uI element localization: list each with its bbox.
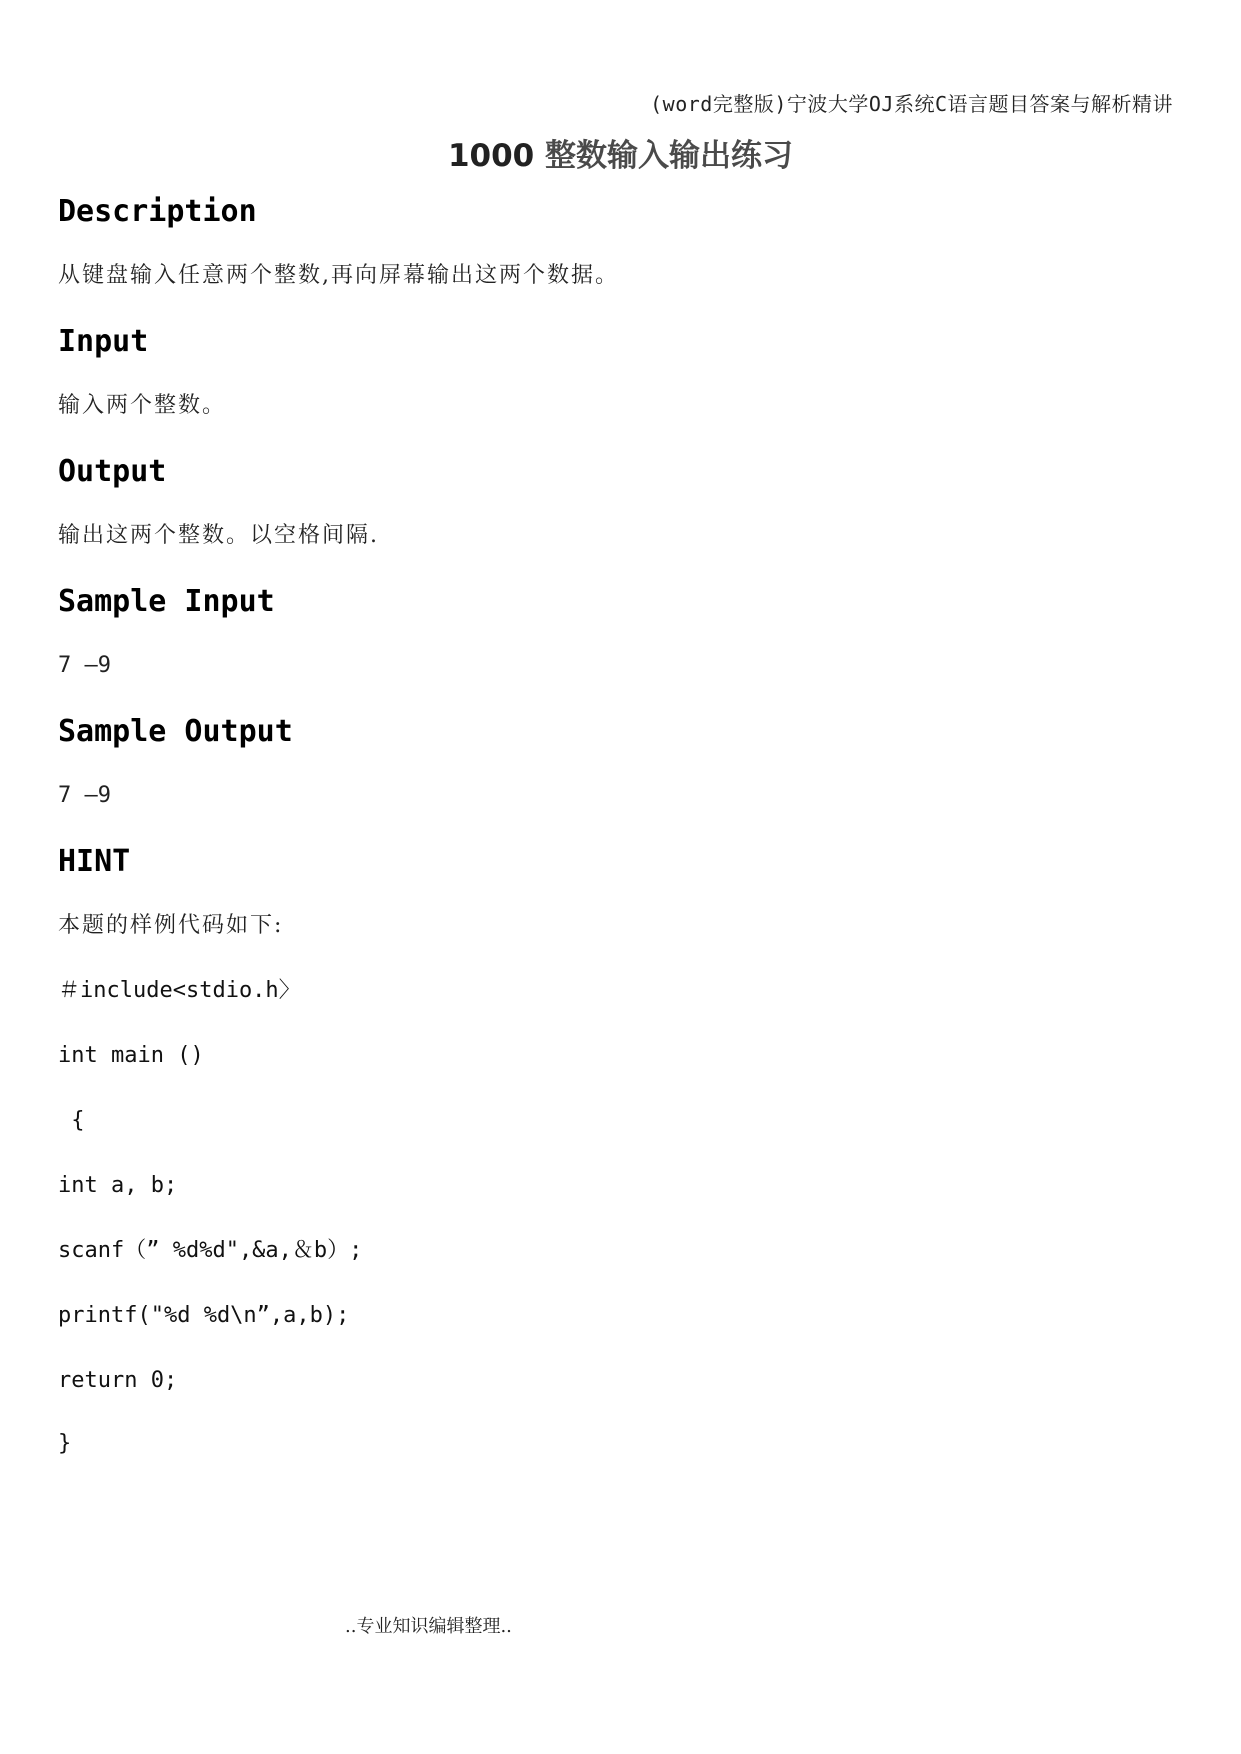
- section-description: [58, 192, 1181, 232]
- sample-output-heading: Sample Output: [58, 714, 293, 749]
- code-line: printf("%d %d\n”,a,b);: [58, 1303, 350, 1328]
- code-line: int a, b;: [58, 1173, 178, 1198]
- section-sample-input-body: [58, 650, 1181, 682]
- section-output-body: [58, 520, 1181, 552]
- running-header: (word完整版)宁波大学OJ系统C语言题目答案与解析精讲: [650, 92, 1173, 116]
- section-hint: [58, 842, 1181, 882]
- sample-input-heading: Sample Input: [58, 584, 275, 619]
- section-description-body: [58, 260, 1181, 292]
- section-input-body: [58, 390, 1181, 422]
- problem-name: 整数输入输出练习: [545, 138, 794, 174]
- hint-heading: HINT: [58, 844, 131, 879]
- section-hint-body: [58, 910, 1181, 942]
- section-sample-output-body: [58, 780, 1181, 812]
- output-heading: Output: [58, 454, 167, 489]
- code-line: ＃include<stdio.h〉: [58, 978, 301, 1003]
- code-line: int main (): [58, 1043, 204, 1068]
- problem-number: 1000: [447, 138, 535, 174]
- output-text: 输出这两个整数。以空格间隔.: [58, 523, 379, 548]
- sample-output-text: 7 —9: [58, 783, 111, 808]
- code-line: scanf（” %d%d",&a,＆b）;: [58, 1238, 363, 1263]
- description-heading: Description: [58, 194, 257, 229]
- description-text: 从键盘输入任意两个整数,再向屏幕输出这两个数据。: [58, 263, 619, 288]
- page-footer: ..专业知识编辑整理..: [345, 1616, 512, 1637]
- input-heading: Input: [58, 324, 149, 359]
- code-line: }: [58, 1431, 72, 1456]
- section-output: [58, 452, 1181, 492]
- section-sample-output: [58, 712, 1181, 752]
- hint-text: 本题的样例代码如下:: [58, 913, 284, 938]
- section-input: [58, 322, 1181, 362]
- input-text: 输入两个整数。: [58, 393, 227, 418]
- code-line: {: [58, 1108, 85, 1133]
- code-line: return 0;: [58, 1368, 178, 1393]
- sample-input-text: 7 —9: [58, 653, 111, 678]
- section-sample-input: [58, 582, 1181, 622]
- problem-title: [0, 130, 1241, 175]
